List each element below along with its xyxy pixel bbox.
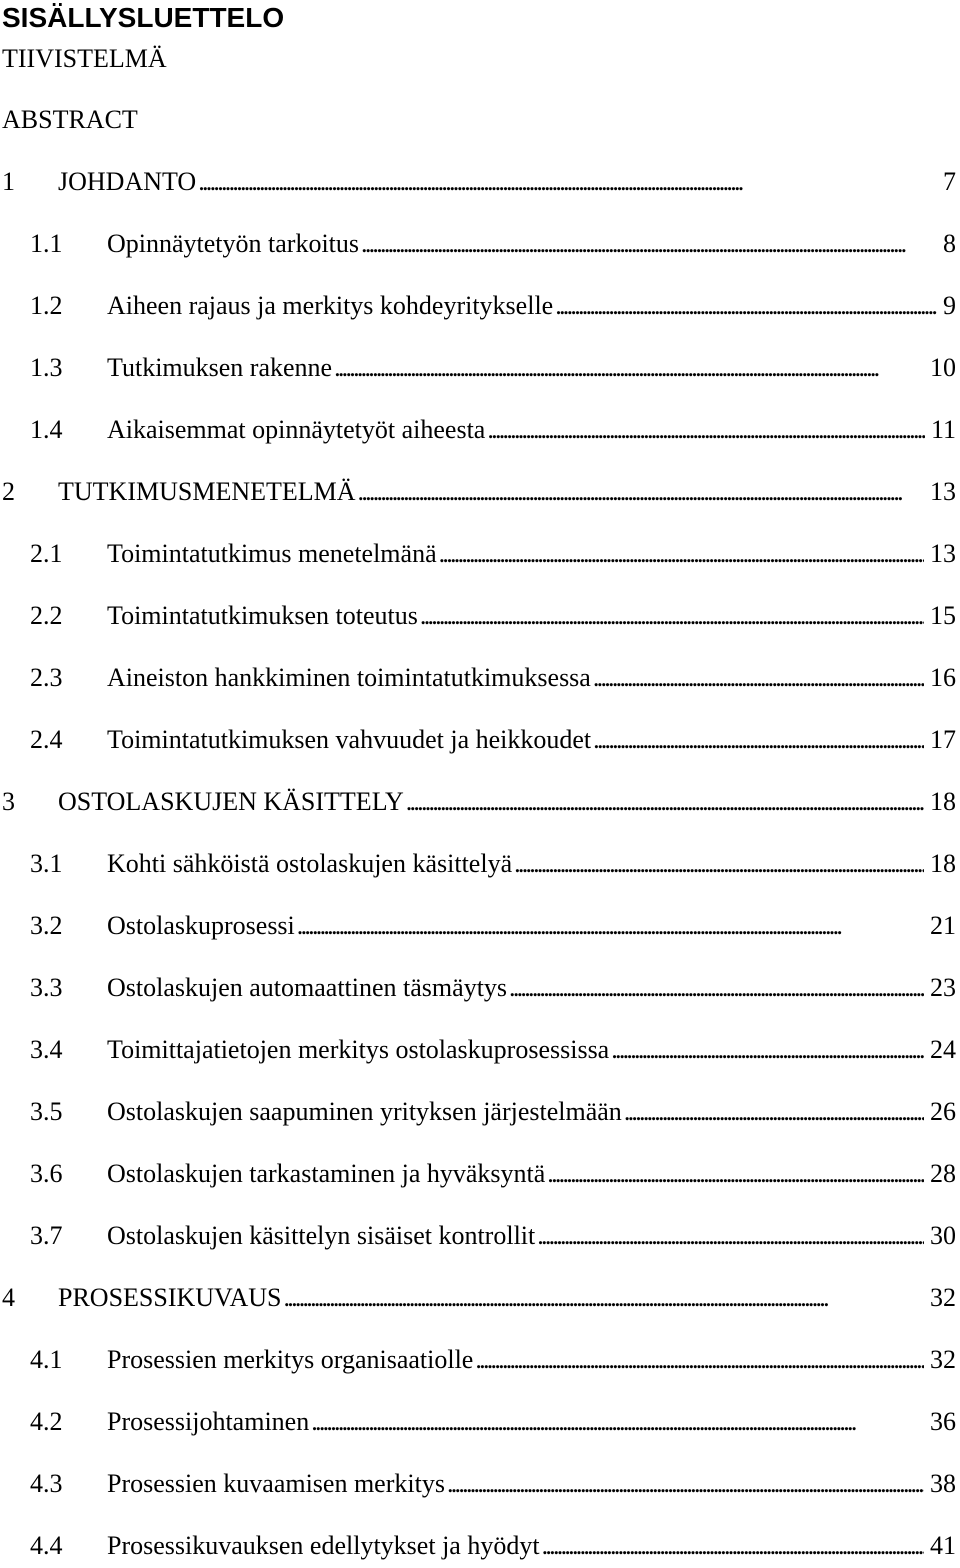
toc-entry-number: 3.7 [30, 1221, 63, 1250]
toc-entry-number: 3.1 [30, 849, 63, 878]
toc-entry[interactable] [0, 1342, 960, 1376]
toc-dot-leader [447, 1468, 924, 1500]
toc-dot-leader [547, 1158, 924, 1190]
toc-entry-label: Ostolaskujen käsittelyn sisäiset kontrollit [107, 1221, 536, 1250]
toc-dot-leader [593, 724, 924, 756]
toc-front-matter-abstract: ABSTRACT [2, 105, 138, 134]
toc-entry-label: Toimintatutkimuksen toteutus [107, 601, 418, 630]
toc-dot-leader [514, 848, 924, 880]
toc-dot-leader [334, 352, 924, 384]
page-title: SISÄLLYSLUETTELO [2, 2, 285, 33]
toc-dot-leader [593, 662, 924, 694]
toc-entry-label: Ostolaskujen automaattinen täsmäytys [107, 973, 508, 1002]
toc-entry-label: Aikaisemmat opinnäytetyöt aiheesta [107, 415, 486, 444]
toc-entry-label: Opinnäytetyön tarkoitus [107, 229, 360, 258]
toc-entry-number: 2.1 [30, 539, 63, 568]
toc-entry-label: Aineiston hankkiminen toimintatutkimuksessa [107, 663, 591, 692]
toc-entry-page: 16 [930, 663, 956, 692]
toc-entry-page: 28 [930, 1159, 956, 1188]
toc-entry-number: 4.3 [30, 1469, 63, 1498]
toc-dot-leader [509, 972, 924, 1004]
toc-dot-leader [420, 600, 924, 632]
toc-dot-leader [361, 228, 937, 260]
toc-entry-number: 3.2 [30, 911, 63, 940]
toc-entry-page: 18 [930, 849, 956, 878]
toc-entry-number: 3.4 [30, 1035, 63, 1064]
toc-entry-number: 1.1 [30, 229, 63, 258]
toc-entry[interactable] [0, 536, 960, 570]
toc-entry-page: 15 [930, 601, 956, 630]
toc-front-matter-tiivistelma: TIIVISTELMÄ [2, 44, 167, 73]
toc-entry[interactable] [0, 1528, 960, 1562]
toc-entry-number: 4.4 [30, 1531, 63, 1560]
toc-entry[interactable] [0, 226, 960, 260]
toc-dot-leader [358, 476, 924, 508]
toc-entry[interactable] [0, 1156, 960, 1190]
toc-entry[interactable] [0, 660, 960, 694]
toc-entry[interactable] [0, 288, 960, 322]
toc-entry-label: TUTKIMUSMENETELMÄ [58, 477, 356, 506]
toc-entry[interactable] [0, 1280, 960, 1314]
toc-entry-number: 3.3 [30, 973, 63, 1002]
toc-entry[interactable] [0, 846, 960, 880]
toc-entry-page: 8 [943, 229, 956, 258]
toc-dot-leader [611, 1034, 924, 1066]
toc-entry-page: 7 [943, 167, 956, 196]
toc-entry-page: 41 [930, 1531, 956, 1560]
toc-entry[interactable] [0, 970, 960, 1004]
toc-entry-label: Kohti sähköistä ostolaskujen käsittelyä [107, 849, 513, 878]
toc-entry[interactable] [0, 1466, 960, 1500]
toc-entry[interactable] [0, 1094, 960, 1128]
toc-entry[interactable] [0, 908, 960, 942]
toc-dot-leader [555, 290, 937, 322]
toc-entry-number: 2.3 [30, 663, 63, 692]
toc-entry-page: 11 [930, 415, 956, 444]
toc-entry[interactable] [0, 1404, 960, 1438]
toc-entry[interactable] [0, 722, 960, 756]
toc-entry-page: 30 [930, 1221, 956, 1250]
toc-entry-page: 18 [930, 787, 956, 816]
toc-entry[interactable] [0, 1032, 960, 1066]
toc-dot-leader [297, 910, 924, 942]
toc-entry-label: Prosessijohtaminen [107, 1407, 310, 1436]
toc-entry[interactable] [0, 474, 960, 508]
toc-dot-leader [487, 414, 925, 446]
toc-entry-number: 2.4 [30, 725, 63, 754]
toc-entry-number: 1.3 [30, 353, 63, 382]
toc-entry[interactable] [0, 350, 960, 384]
toc-entry-label: Ostolaskujen tarkastaminen ja hyväksyntä [107, 1159, 546, 1188]
toc-entry-page: 36 [930, 1407, 956, 1436]
toc-entry[interactable] [0, 1218, 960, 1252]
toc-entry-page: 38 [930, 1469, 956, 1498]
toc-entry-label: OSTOLASKUJEN KÄSITTELY [58, 787, 404, 816]
toc-entry-page: 23 [930, 973, 956, 1002]
toc-dot-leader [537, 1220, 924, 1252]
toc-entry-page: 9 [943, 291, 956, 320]
toc-entry-page: 24 [930, 1035, 956, 1064]
toc-dot-leader [406, 786, 924, 818]
toc-entry-label: Ostolaskujen saapuminen yrityksen järjestelmään [107, 1097, 622, 1126]
toc-entry-label: Aiheen rajaus ja merkitys kohdeyritykselle [107, 291, 554, 320]
toc-entry[interactable] [0, 598, 960, 632]
toc-dot-leader [475, 1344, 924, 1376]
toc-entry-page: 17 [930, 725, 956, 754]
toc-dot-leader [284, 1282, 925, 1314]
toc-entry-page: 13 [930, 477, 956, 506]
toc-entry-number: 1.2 [30, 291, 63, 320]
toc-dot-leader [198, 166, 937, 198]
toc-entry-number: 3.6 [30, 1159, 63, 1188]
toc-dot-leader [624, 1096, 924, 1128]
toc-entry-label: Toimintatutkimus menetelmänä [107, 539, 437, 568]
toc-entry-number: 4.1 [30, 1345, 63, 1374]
toc-entry-label: Toimittajatietojen merkitys ostolaskuprosessissa [107, 1035, 610, 1064]
toc-entry-page: 10 [930, 353, 956, 382]
toc-entry-label: PROSESSIKUVAUS [58, 1283, 282, 1312]
toc-entry-number: 2.2 [30, 601, 63, 630]
toc-entry-number: 4 [2, 1283, 15, 1312]
toc-entry[interactable] [0, 784, 960, 818]
toc-entry-number: 1.4 [30, 415, 63, 444]
toc-entry[interactable] [0, 164, 960, 198]
toc-entry-label: Ostolaskuprosessi [107, 911, 295, 940]
toc-entry-label: Prosessien merkitys organisaatiolle [107, 1345, 474, 1374]
toc-entry-label: Toimintatutkimuksen vahvuudet ja heikkoudet [107, 725, 592, 754]
toc-entry-label: JOHDANTO [58, 167, 197, 196]
toc-dot-leader [311, 1406, 924, 1438]
toc-entry-label: Prosessien kuvaamisen merkitys [107, 1469, 445, 1498]
toc-entry-number: 3.5 [30, 1097, 63, 1126]
toc-entry-page: 32 [930, 1283, 956, 1312]
toc-entry-number: 1 [2, 167, 15, 196]
toc-entry[interactable] [0, 412, 960, 446]
toc-entry-page: 21 [930, 911, 956, 940]
toc-entry-label: Prosessikuvauksen edellytykset ja hyödyt [107, 1531, 540, 1560]
toc-dot-leader [439, 538, 924, 570]
toc-entry-page: 32 [930, 1345, 956, 1374]
toc-entry-number: 4.2 [30, 1407, 63, 1436]
toc-entry-page: 13 [930, 539, 956, 568]
toc-entry-label: Tutkimuksen rakenne [107, 353, 333, 382]
toc-entry-number: 2 [2, 477, 15, 506]
toc-entry-page: 26 [930, 1097, 956, 1126]
toc-dot-leader [542, 1530, 924, 1562]
toc-entry-number: 3 [2, 787, 15, 816]
